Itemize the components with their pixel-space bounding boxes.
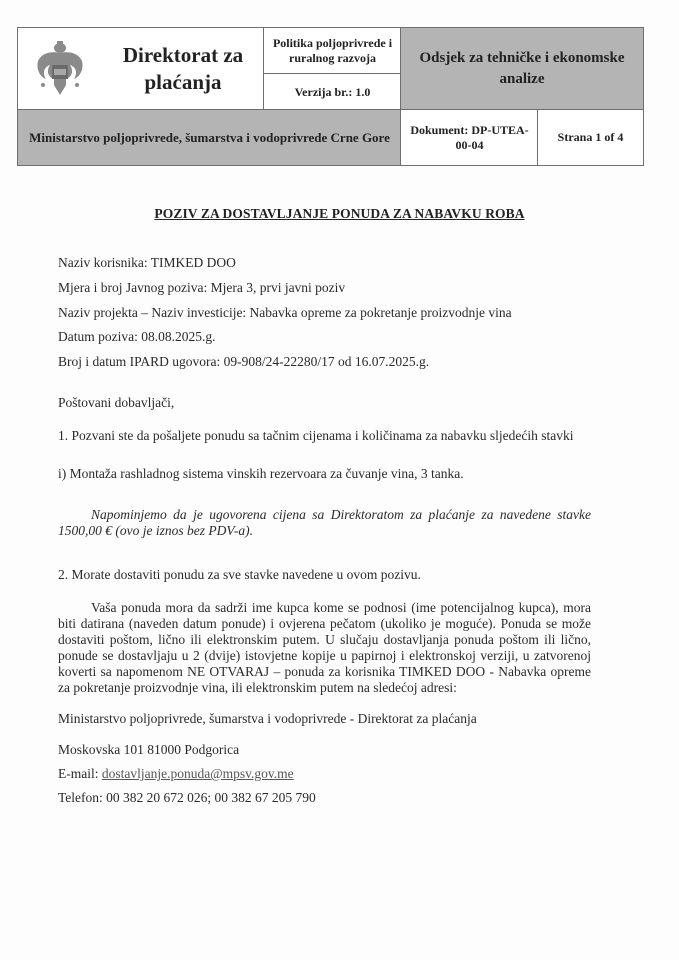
price-note: Napominjemo da je ugovorena cijena sa Direktoratom za plaćanje za navedene stavke 1500,00 € (ovo je iznos bez PDV-a).	[58, 507, 591, 538]
field-beneficiary: Naziv korisnika: TIMKED DOO	[58, 255, 236, 270]
item-1-subitem: i) Montaža rashladnog sistema vinskih rezervoara za čuvanje vina, 3 tanka.	[58, 466, 464, 481]
phone-line: Telefon: 00 382 20 672 026; 00 382 67 205 790	[58, 790, 316, 805]
department-cell: Odsjek za tehničke i ekonomske analize	[400, 27, 644, 111]
submission-paragraph: Vaša ponuda mora da sadrži ime kupca kome se podnosi (ime potencijalnog kupca), mora biti datirana (naveden datum ponude) i ovjerena pečatom (ukoliko je moguće). Ponuda se može dostaviti poštom, lično ili elektronskim putem. U slučaju dostavljanja ponuda poštom ili lično, ponude se dostavljaju u 2 (dvije) istovjetne kopije u papirnoj i elektronskoj verziji, u zatvorenoj koverti sa napomenom NE OTVARAJ – ponuda za korisnika TIMKED DOO - Nabavka opreme za pokretanje proizvodnje vina, ili elektronskim putem na sledećoj adresi:	[58, 600, 591, 695]
item-2: 2. Morate dostaviti ponudu za sve stavke navedene u ovom pozivu.	[58, 567, 421, 582]
coat-of-arms-icon	[32, 39, 88, 99]
policy-cell: Politika poljoprivrede i ruralnog razvoja	[263, 27, 402, 75]
field-project: Naziv projekta – Naziv investicije: Nabavka opreme za pokretanje proizvodnje vina	[58, 305, 512, 320]
address-street: Moskovska 101 81000 Podgorica	[58, 742, 240, 757]
greeting: Poštovani dobavljači,	[58, 395, 175, 410]
document-id-cell: Dokument: DP-UTEA-00-04	[400, 109, 539, 166]
version-cell: Verzija br.: 1.0	[263, 73, 402, 111]
address-organization: Ministarstvo poljoprivrede, šumarstva i vodoprivrede - Direktorat za plaćanja	[58, 711, 477, 726]
organization-title: Direktorat za plaćanja	[122, 43, 244, 94]
field-contract: Broj i datum IPARD ugovora: 09-908/24-22280/17 od 16.07.2025.g.	[58, 354, 430, 369]
document-title: POZIV ZA DOSTAVLJANJE PONUDA ZA NABAVKU ROBA	[154, 206, 525, 221]
email-label: E-mail:	[58, 766, 102, 781]
item-1: 1. Pozvani ste da pošaljete ponudu sa tačnim cijenama i količinama za nabavku sljedećih stavki	[58, 428, 574, 443]
header-table	[17, 27, 640, 162]
email-line	[58, 766, 294, 782]
page-number-cell: Strana 1 of 4	[537, 109, 644, 166]
field-measure: Mjera i broj Javnog poziva: Mjera 3, prvi javni poziv	[58, 280, 346, 295]
ministry-cell: Ministarstvo poljoprivrede, šumarstva i vodoprivrede Crne Gore	[17, 109, 402, 166]
header-logo-cell	[17, 27, 265, 111]
field-date: Datum poziva: 08.08.2025.g.	[58, 329, 216, 344]
email-link[interactable]: dostavljanje.ponuda@mpsv.gov.me	[101, 766, 294, 781]
